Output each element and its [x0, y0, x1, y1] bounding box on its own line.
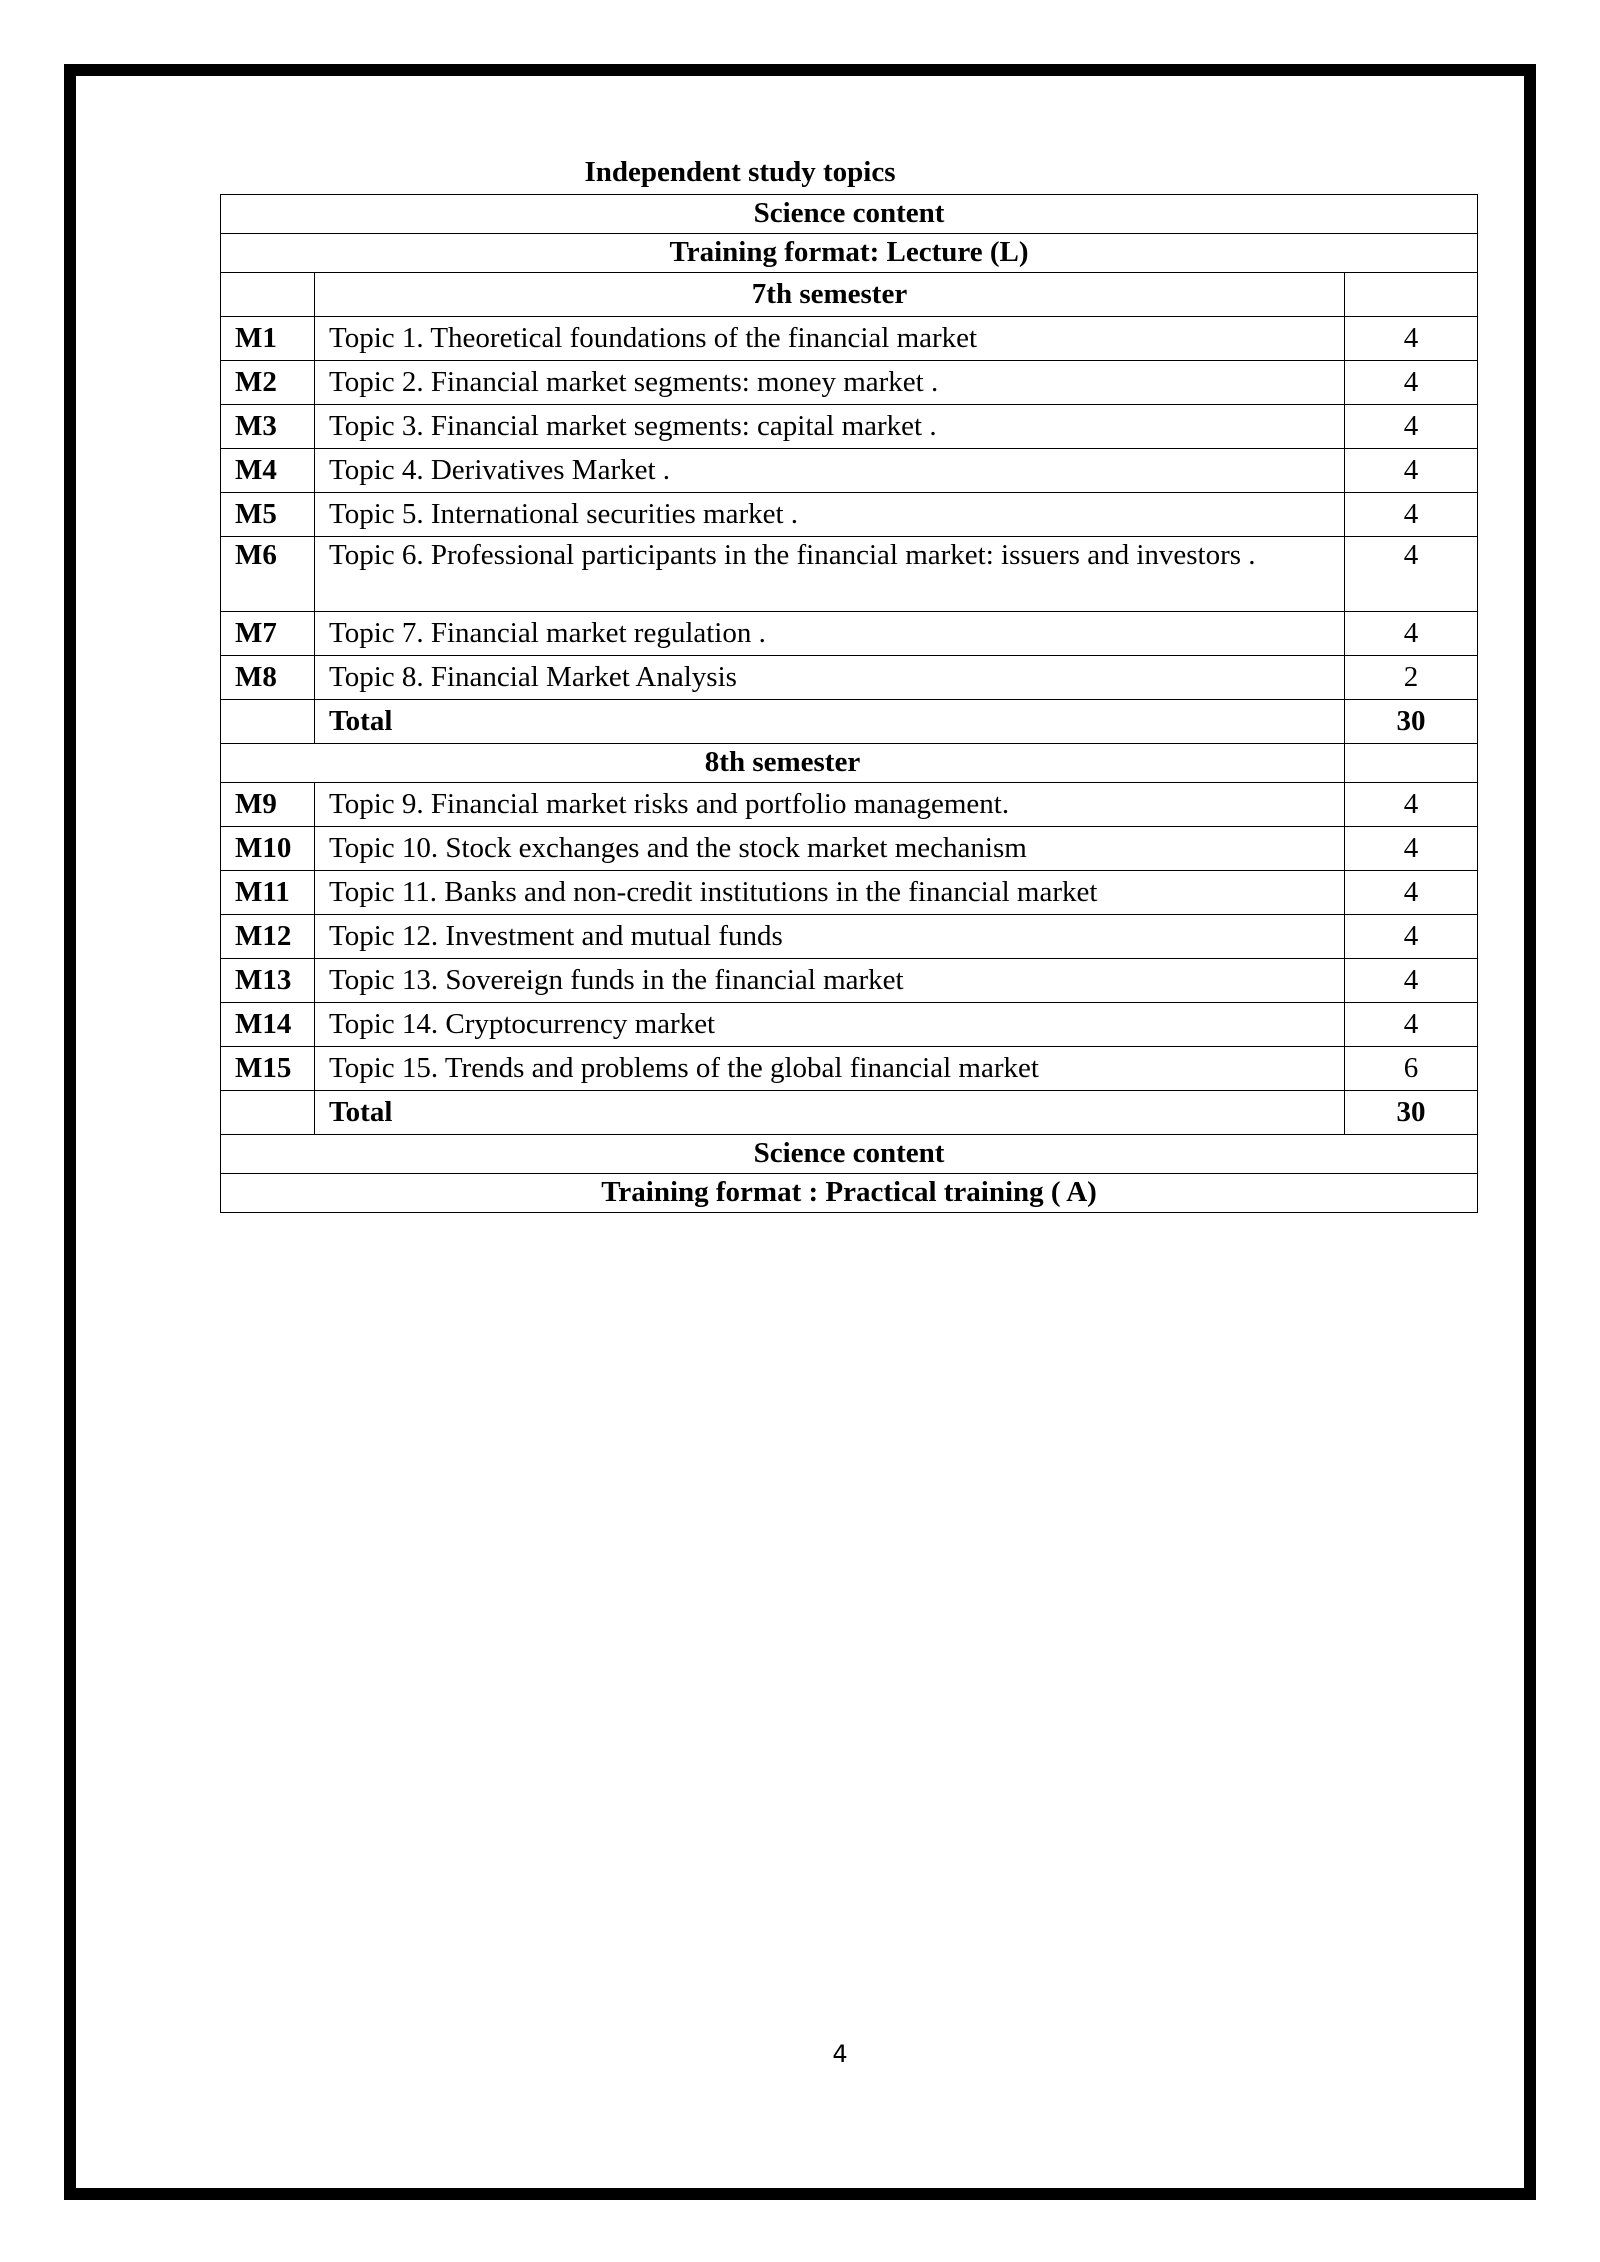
empty-cell — [1345, 744, 1478, 783]
topic-title: Topic 12. Investment and mutual funds — [315, 915, 1345, 959]
hours-value: 4 — [1345, 871, 1478, 915]
topic-title: Topic 10. Stock exchanges and the stock market mechanism — [315, 827, 1345, 871]
table-row — [221, 405, 1478, 449]
total-label: Total — [315, 1091, 1345, 1135]
training-format-row — [221, 1174, 1478, 1213]
module-code: M3 — [221, 405, 315, 449]
topic-title: Topic 1. Theoretical foundations of the financial market — [315, 317, 1345, 361]
topic-title: Topic 3. Financial market segments: capital market . — [315, 405, 1345, 449]
table-row — [221, 783, 1478, 827]
total-value: 30 — [1345, 1091, 1478, 1135]
science-content-row — [221, 195, 1478, 234]
table-row — [221, 612, 1478, 656]
table-row — [221, 1047, 1478, 1091]
topic-title: Topic 11. Banks and non-credit institutions in the financial market — [315, 871, 1345, 915]
science-content-heading: Science content — [221, 1135, 1478, 1174]
hours-value: 4 — [1345, 915, 1478, 959]
topic-title: Topic 9. Financial market risks and portfolio management. — [315, 783, 1345, 827]
training-format-heading: Training format : Practical training ( A) — [221, 1174, 1478, 1213]
module-code: M6 — [221, 537, 315, 612]
empty-cell — [221, 700, 315, 744]
table-row — [221, 871, 1478, 915]
topic-title: Topic 13. Sovereign funds in the financial market — [315, 959, 1345, 1003]
table-row — [221, 1003, 1478, 1047]
hours-value: 4 — [1345, 537, 1478, 612]
hours-value: 4 — [1345, 405, 1478, 449]
page-number: 4 — [832, 2040, 848, 2068]
module-code: M11 — [221, 871, 315, 915]
hours-value: 4 — [1345, 1003, 1478, 1047]
module-code: M8 — [221, 656, 315, 700]
topics-table — [220, 194, 1478, 1213]
module-code: M1 — [221, 317, 315, 361]
hours-value: 4 — [1345, 493, 1478, 537]
module-code: M2 — [221, 361, 315, 405]
hours-value: 4 — [1345, 959, 1478, 1003]
total-row — [221, 1091, 1478, 1135]
empty-cell — [221, 273, 315, 317]
total-value: 30 — [1345, 700, 1478, 744]
semester-7-row — [221, 273, 1478, 317]
hours-value: 4 — [1345, 612, 1478, 656]
table-row — [221, 317, 1478, 361]
empty-cell — [1345, 273, 1478, 317]
module-code: M9 — [221, 783, 315, 827]
training-format-row — [221, 234, 1478, 273]
hours-value: 4 — [1345, 361, 1478, 405]
hours-value: 4 — [1345, 783, 1478, 827]
topic-title: Topic 14. Cryptocurrency market — [315, 1003, 1345, 1047]
table-row — [221, 959, 1478, 1003]
semester-7-heading: 7th semester — [315, 273, 1345, 317]
science-content-heading: Science content — [221, 195, 1478, 234]
table-row — [221, 827, 1478, 871]
topic-title: Topic 5. International securities market . — [315, 493, 1345, 537]
topic-title: Topic 6. Professional participants in the financial market: issuers and investors . — [315, 537, 1345, 612]
empty-cell — [221, 1091, 315, 1135]
module-code: M4 — [221, 449, 315, 493]
topic-title: Topic 7. Financial market regulation . — [315, 612, 1345, 656]
module-code: M15 — [221, 1047, 315, 1091]
hours-value: 4 — [1345, 827, 1478, 871]
module-code: M12 — [221, 915, 315, 959]
topic-title: Topic 8. Financial Market Analysis — [315, 656, 1345, 700]
hours-value: 6 — [1345, 1047, 1478, 1091]
topic-title: Topic 4. Derivatives Market . — [315, 449, 1345, 493]
table-row — [221, 656, 1478, 700]
module-code: M13 — [221, 959, 315, 1003]
hours-value: 2 — [1345, 656, 1478, 700]
topic-title: Topic 15. Trends and problems of the global financial market — [315, 1047, 1345, 1091]
module-code: M10 — [221, 827, 315, 871]
training-format-heading: Training format: Lecture (L) — [221, 234, 1478, 273]
total-label: Total — [315, 700, 1345, 744]
table-row — [221, 537, 1478, 612]
module-code: M14 — [221, 1003, 315, 1047]
module-code: M5 — [221, 493, 315, 537]
semester-8-heading: 8th semester — [221, 744, 1345, 783]
hours-value: 4 — [1345, 449, 1478, 493]
total-row — [221, 700, 1478, 744]
table-row — [221, 493, 1478, 537]
document-title: Independent study topics — [584, 156, 896, 188]
hours-value: 4 — [1345, 317, 1478, 361]
table-row — [221, 915, 1478, 959]
module-code: M7 — [221, 612, 315, 656]
semester-8-row — [221, 744, 1478, 783]
table-row — [221, 361, 1478, 405]
science-content-row — [221, 1135, 1478, 1174]
topic-title: Topic 2. Financial market segments: money market . — [315, 361, 1345, 405]
table-row — [221, 449, 1478, 493]
